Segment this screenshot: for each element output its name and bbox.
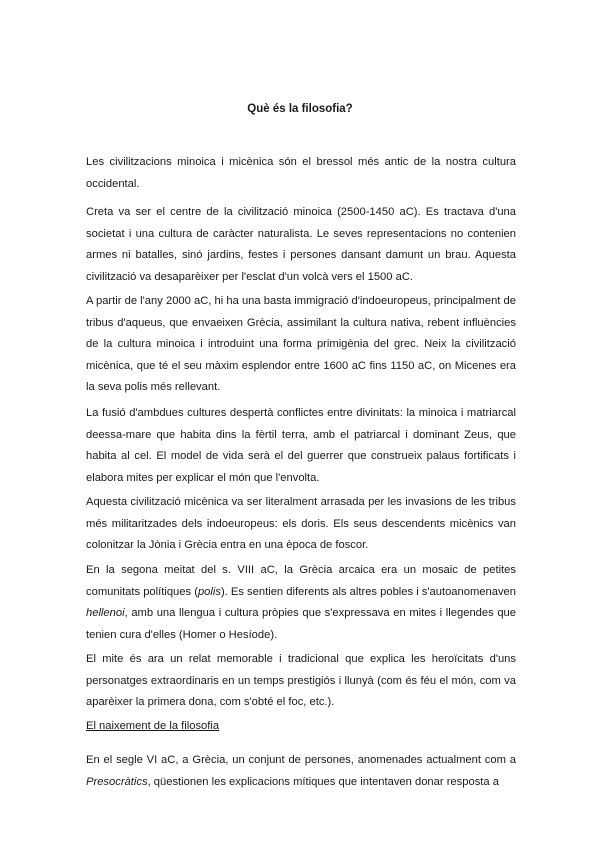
paragraph-grecia-arcaica-text-c: , amb una llengua i cultura pròpies que s'expressava en mites i llegendes que tenien cura d'elles (Homer o Hesíode).	[86, 607, 516, 641]
term-polis: polis	[197, 585, 221, 598]
paragraph-grecia-arcaica-text-b: ). Es sentien diferents als altres pobles i s'autoanomenaven	[220, 585, 516, 598]
paragraph-presocratics-text-b: , qüestionen les explicacions mítiques que intentaven donar resposta a	[147, 775, 499, 788]
term-hellenoi: hellenoi	[86, 607, 125, 619]
document-title: Què és la filosofia?	[247, 103, 353, 115]
paragraph-grecia-arcaica	[86, 560, 516, 646]
section-heading-naixement: El naixement de la filosofia	[86, 720, 220, 732]
paragraph-micenica: Aquesta civilització micènica va ser literalment arrasada per les invasions de les tribus més militaritzades dels indoeuropeus: els doris. Els seus descendents micènics van colonitzar la Jònia i Grècia entra en una època de foscor.	[86, 496, 516, 551]
paragraph-grecia-arcaica-text-a: En la segona meitat del s. VIII aC, la Grècia arcaica era un mosaic de petites comunitats polítiques (	[86, 564, 516, 598]
paragraph-fusio-text: La fusió d'ambdues cultures despertà conflictes entre divinitats: la minoica i matriarcal deessa-mare que habita dins la fèrtil terra, amb el patriarcal i dominant Zeus, que habita al cel. El model de vida serà el del guerrer que construeix palaus fortificats i elabora mites per explicar el món que l'envolta.	[86, 407, 516, 484]
paragraph-civilitzacions: Les civilitzacions minoica i micènica són el bressol més antic de la nostra cultura occidental.	[86, 156, 516, 190]
paragraph-presocratics-text-a: En el segle VI aC, a Grècia, un conjunt de persones, anomenades actualment com a	[86, 754, 516, 766]
paragraph-presocratics	[86, 750, 516, 793]
paragraph-creta: Creta va ser el centre de la civilització minoica (2500-1450 aC). Es tractava d'una societat i una cultura de caràcter naturalista. Le seves representacions no contenien armes ni batalles, sinó jardins, festes i persones dansant damunt un brau. Aquesta civilització va desaparèixer per l'esclat d'un volcà vers el 1500 aC.	[86, 206, 516, 283]
paragraph-fusio	[86, 403, 516, 489]
paragraph-indoeuropeus: A partir de l'any 2000 aC, hi ha una basta immigració d'indoeuropeus, principalment de tribus d'aqueus, que envaeixen Grècia, assimilant la cultura nativa, rebent influències de la cultura minoica i introduint una forma primigènia del grec. Neix la civilització micènica, que té el seu màxim esplendor entre 1600 aC fins 1150 aC, on Micenes era la seva polis més rellevant.	[86, 295, 516, 393]
paragraph-mite: El mite és ara un relat memorable i tradicional que explica les heroïcitats d'uns personatges extraordinaris en un temps prestigiós i llunyà (com és féu el món, com va aparèixer la primera dona, com s'obté el foc, etc.).	[86, 653, 516, 708]
term-presocratics: Presocràtics	[86, 775, 148, 788]
